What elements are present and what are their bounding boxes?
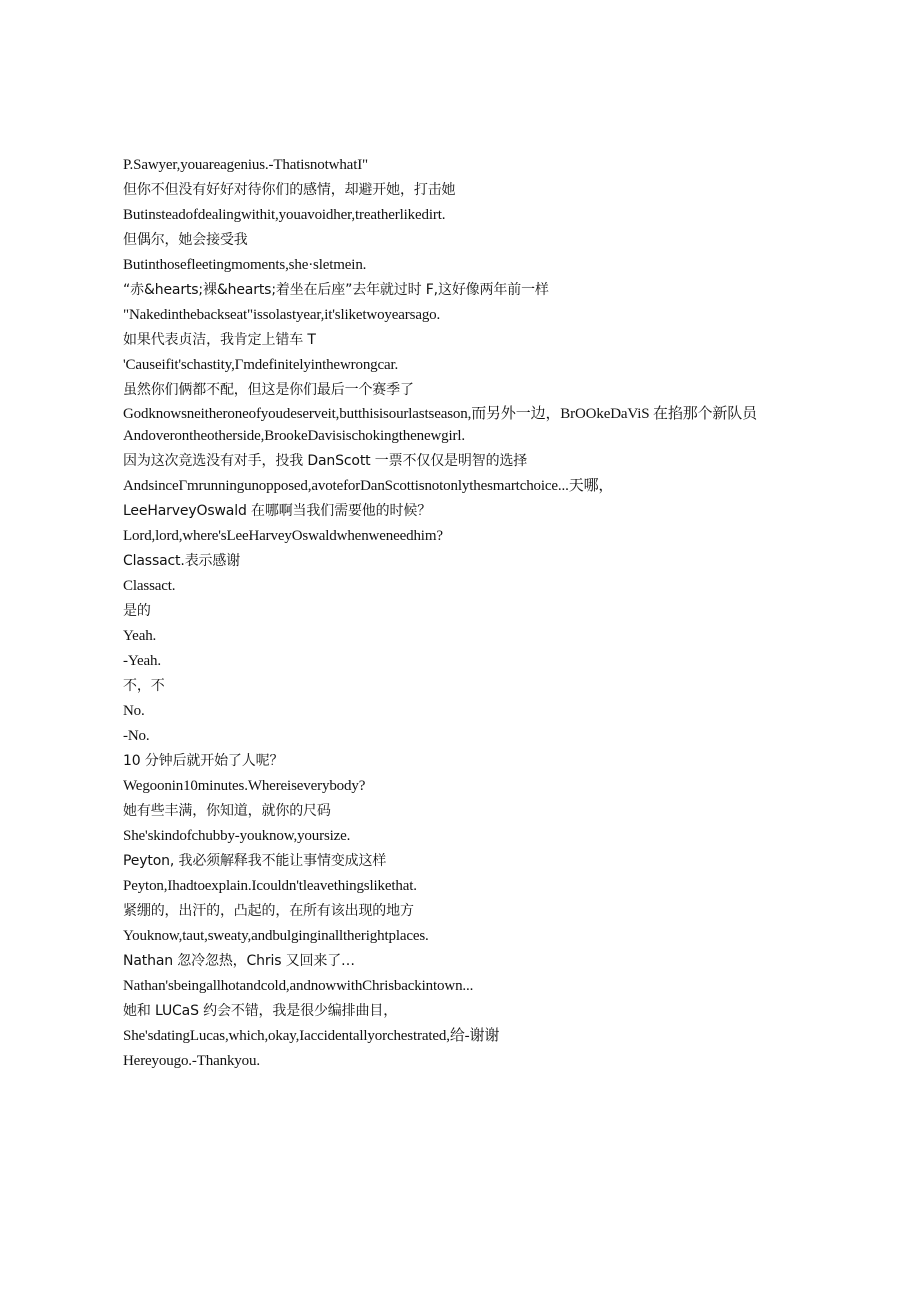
text-line: 她有些丰满，你知道，就你的尺码	[123, 803, 331, 819]
text-line: Butinsteadofdealingwithit,youavoidher,treatherlikedirt.	[123, 207, 446, 223]
text-line: 如果代表贞洁，我肯定上错车 T	[123, 332, 316, 348]
text-line: 'Causeifit'schastity,Γmdefinitelyinthewrongcar.	[123, 357, 399, 373]
text-line: She'sdatingLucas,which,okay,Iaccidentallyorchestrated,给-谢谢	[123, 1028, 500, 1044]
text-line: Hereyougo.-Thankyou.	[123, 1053, 260, 1069]
text-line: Yeah.	[123, 628, 157, 644]
document-body	[123, 157, 783, 1078]
text-line: 因为这次竞选没有对手，投我 DanScott 一票不仅仅是明智的选择	[123, 453, 528, 469]
text-line: She'skindofchubby-youknow,yoursize.	[123, 828, 351, 844]
text-line: 但你不但没有好好对待你们的感情，却避开她，打击她	[123, 182, 456, 198]
text-line: Classact.	[123, 578, 176, 594]
text-line: Peyton, 我必须解释我不能让事情变成这样	[123, 853, 387, 869]
text-line: No.	[123, 703, 145, 719]
text-line: Classact.表示感谢	[123, 553, 241, 569]
text-line: -Yeah.	[123, 653, 161, 669]
text-line: 不，不	[123, 678, 165, 694]
text-line: “赤&hearts;裸&hearts;着坐在后座”去年就过时 F,这好像两年前一样	[123, 282, 549, 298]
text-line: Nathan'sbeingallhotandcold,andnowwithChrisbackintown...	[123, 978, 474, 994]
text-line: 紧绷的，出汗的，凸起的，在所有该出现的地方	[123, 903, 414, 919]
text-line: -No.	[123, 728, 150, 744]
text-line: 她和 LUCaS 约会不错，我是很少编排曲目，	[123, 1003, 398, 1019]
text-line: Wegoonin10minutes.Whereiseverybody?	[123, 778, 366, 794]
text-line: 但偶尔，她会接受我	[123, 232, 248, 248]
text-line: Andoverontheotherside,BrookeDavisischokingthenewgirl.	[123, 428, 465, 444]
text-line: Nathan 忽冷忽热，Chris 又回来了…	[123, 953, 355, 969]
text-line: 虽然你们俩都不配，但这是你们最后一个赛季了	[123, 382, 414, 398]
text-line: AndsinceΓmrunningunopposed,avoteforDanScottisnotonlythesmartchoice...天哪，	[123, 478, 614, 494]
text-line: Butinthosefleetingmoments,she·sletmein.	[123, 257, 367, 273]
text-line: Godknowsneitheroneofyoudeserveit,butthisisourlastseason,而另外一边，BrOOkeDaViS 在掐那个新队员	[123, 406, 757, 422]
text-line: 是的	[123, 603, 151, 619]
text-line: LeeHarveyOswald 在哪啊当我们需要他的时候？	[123, 503, 432, 519]
text-line: "Nakedinthebackseat"issolastyear,it'sliketwoyearsago.	[123, 307, 441, 323]
text-line: P.Sawyer,youareagenius.-ThatisnotwhatI"	[123, 157, 369, 173]
text-line: Youknow,taut,sweaty,andbulginginalltherightplaces.	[123, 928, 429, 944]
text-line: 10 分钟后就开始了人呢？	[123, 753, 284, 769]
text-line: Lord,lord,where'sLeeHarveyOswaldwhenweneedhim?	[123, 528, 443, 544]
text-line: Peyton,Ihadtoexplain.Icouldn'tleavethingslikethat.	[123, 878, 417, 894]
